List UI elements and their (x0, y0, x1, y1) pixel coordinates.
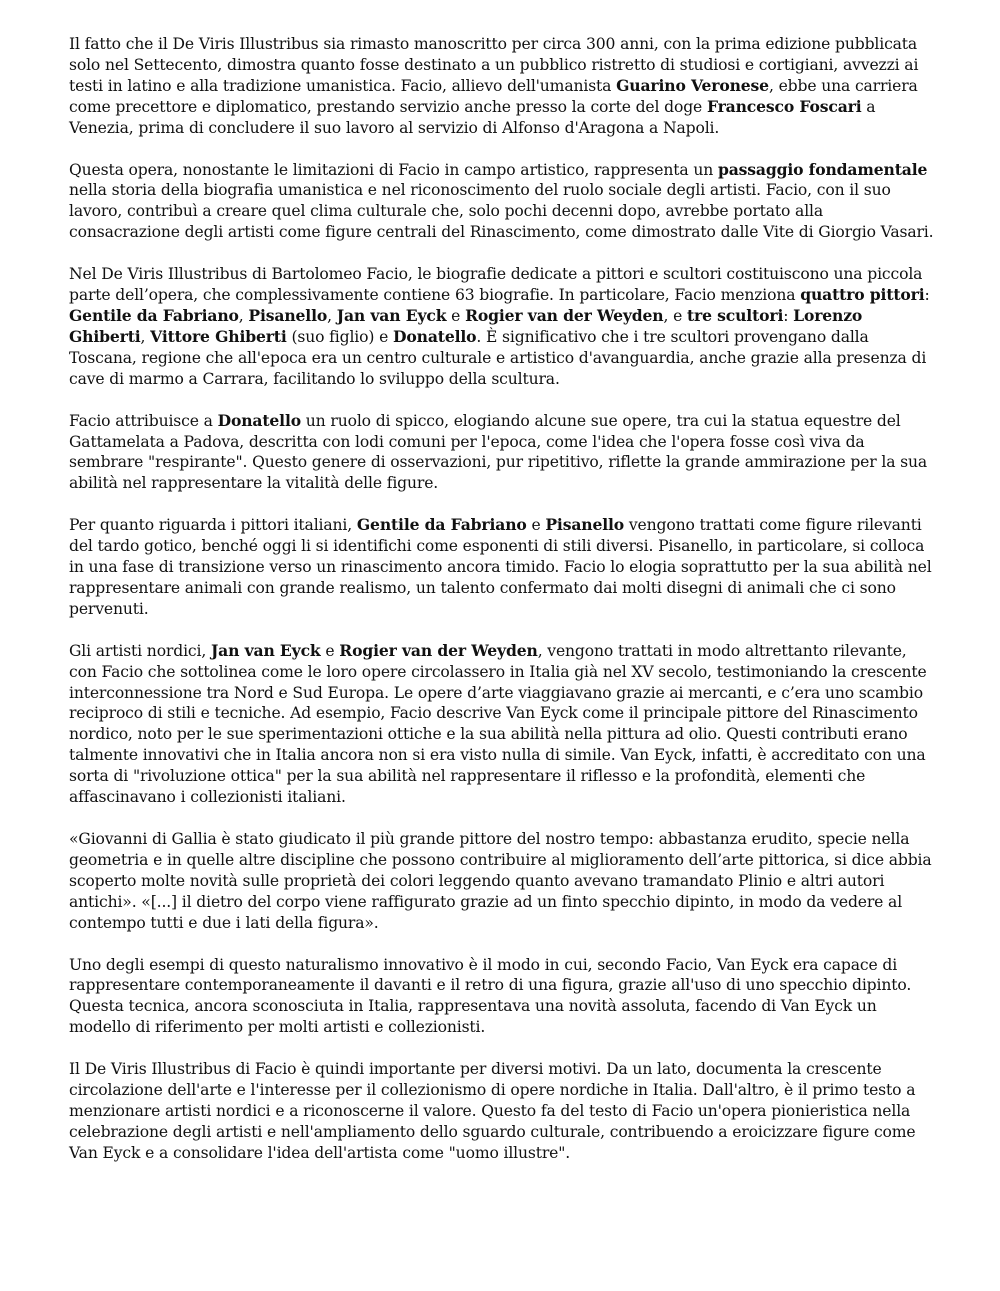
text-run: e (526, 516, 546, 535)
paragraph-5 (69, 515, 937, 620)
text-run: : (783, 306, 794, 325)
text-run: Questa opera, nonostante le limitazioni di Facio in campo artistico, rappresenta un (69, 160, 718, 179)
document-body (69, 34, 937, 1185)
text-run: «Giovanni di Gallia è stato giudicato il più grande pittore del nostro tempo: abbastanza erudito, specie nella geometria e in quelle altre discipline che possono contribuire al miglioramento dell’arte pittorica, si dice abbia scoperto molte novità sulle proprietà dei colori leggendo quanto avevano tramandato Plinio e altri autori antichi». «[...] il dietro del corpo viene raffigurato grazie ad un finto specchio dipinto, in modo da vedere al contempo tutti e due i lati della figura». (69, 830, 932, 932)
text-run: Facio attribuisce a (69, 411, 218, 430)
bold-text: Gentile da Fabriano (356, 515, 527, 535)
paragraph-1 (69, 34, 937, 139)
text-run: (suo figlio) e (286, 327, 394, 346)
text-run: Il De Viris Illustribus di Facio è quindi importante per diversi motivi. Da un lato, documenta la crescente circolazione dell'arte e l'interesse per il collezionismo di opere nordiche in Italia. Dall'altro, è il primo testo a menzionare artisti nordici e a riconoscerne il valore. Questo fa del testo di Facio un'opera pionieristica nella celebrazione degli artisti e nell'ampliamento dello sguardo culturale, contribuendo a eroicizzare figure come Van Eyck e a consolidare l'idea dell'artista come "uomo illustre". (69, 1060, 916, 1162)
bold-text: passaggio fondamentale (717, 159, 928, 179)
text-run: Uno degli esempi di questo naturalismo innovativo è il modo in cui, secondo Facio, Van Eyck era capace di rappresentare contemporaneamente il davanti e il retro di una figura, grazie all'uso di uno specchio dipinto. Questa tecnica, ancora sconosciuta in Italia, rappresentava una novità assoluta, facendo di Van Eyck un modello di riferimento per molti artisti e collezionisti. (69, 955, 912, 1037)
text-run: a Venezia, prima di concludere il suo lavoro al servizio di Alfonso d'Aragona a Napoli. (69, 97, 876, 137)
text-run: , vengono trattati in modo altrettanto rilevante, con Facio che sottolinea come le loro opere circolassero in Italia già nel XV secolo, testimoniando la crescente interconnessione tra Nord e Sud Europa. Le opere d’arte viaggiavano grazie ai mercanti, e c’era uno scambio reciproco di stili e tecniche. Ad esempio, Facio descrive Van Eyck come il principale pittore del Rinascimento nordico, noto per le sue sperimentazioni ottiche e la sua abilità nella pittura ad olio. Questi contributi erano talmente innovativi che in Italia ancora non si era visto nulla di simile. Van Eyck, infatti, è accreditato con una sorta di "rivoluzione ottica" per la sua abilità nel rappresentare il riflesso e la profondità, elementi che affascinavano i collezionisti italiani. (69, 641, 927, 807)
bold-text: Lorenzo Ghiberti (69, 305, 863, 346)
bold-text: Pisanello (545, 515, 625, 535)
text-run: Nel De Viris Illustribus di Bartolomeo Facio, le biografie dedicate a pittori e scultori costituiscono una piccola parte dell’opera, che complessivamente contiene 63 biografie. In particolare, Facio menziona (69, 265, 923, 305)
text-run: . È significativo che i tre scultori provengano dalla Toscana, regione che all'epoca era un centro culturale e artistico d'avanguardia, anche grazie alla presenza di cave di marmo a Carrara, facilitando lo sviluppo della scultura. (69, 327, 927, 388)
bold-text: Donatello (217, 410, 301, 430)
text-run: Il fatto che il De Viris Illustribus sia rimasto manoscritto per circa 300 anni, con la prima edizione pubblicata solo nel Settecento, dimostra quanto fosse destinato a un pubblico ristretto di studiosi e cortigiani, avvezzi ai testi in latino e alla tradizione umanistica. Facio, allievo dell'umanista (69, 35, 919, 95)
text-run: , (238, 306, 249, 325)
text-run: vengono trattati come figure rilevanti del tardo gotico, benché oggi li si identifichi come esponenti di stili diversi. Pisanello, in particolare, si colloca in una fase di transizione verso un rinascimento ancora timido. Facio lo elogia soprattutto per la sua abilità nel rappresentare animali con grande realismo, un talento confermato dai molti disegni di animali che ci sono pervenuti. (69, 516, 932, 618)
text-run: un ruolo di spicco, elogiando alcune sue opere, tra cui la statua equestre del Gattamelata a Padova, descritta con lodi comuni per l'epoca, come l'idea che l'opera fosse così viva da sembrare "respirante". Questo genere di osservazioni, pur ripetitivo, riflette la grande ammirazione per la sua abilità nel rappresentare la vitalità delle figure. (69, 411, 928, 493)
paragraph-2 (69, 160, 937, 244)
bold-text: Rogier van der Weyden (465, 305, 664, 325)
text-run: Gli artisti nordici, (69, 641, 211, 660)
paragraph-8 (69, 955, 937, 1039)
bold-text: Francesco Foscari (706, 96, 862, 116)
text-run: , (140, 327, 151, 346)
text-run: : (924, 286, 930, 305)
text-run: Per quanto riguarda i pittori italiani, (69, 516, 357, 535)
text-run: , e (663, 306, 687, 325)
paragraph-3 (69, 264, 937, 389)
bold-text: Jan van Eyck (336, 305, 447, 325)
text-run: , ebbe una carriera come precettore e diplomatico, prestando servizio anche presso la corte del doge (69, 76, 918, 116)
bold-text: Rogier van der Weyden (339, 640, 538, 660)
bold-text: Guarino Veronese (616, 75, 769, 95)
bold-text: Pisanello (248, 305, 328, 325)
bold-text: Jan van Eyck (210, 640, 321, 660)
text-run: , (327, 306, 337, 325)
bold-text: Gentile da Fabriano (69, 305, 239, 325)
bold-text: Vittore Ghiberti (150, 326, 287, 346)
bold-text: tre scultori (686, 305, 784, 325)
text-run: e (446, 306, 466, 325)
bold-text: Donatello (393, 326, 477, 346)
bold-text: quattro pittori (800, 285, 925, 305)
text-run: e (320, 641, 340, 660)
paragraph-7 (69, 829, 937, 934)
paragraph-9 (69, 1059, 937, 1164)
paragraph-6 (69, 641, 937, 808)
paragraph-4 (69, 411, 937, 495)
text-run: nella storia della biografia umanistica e nel riconoscimento del ruolo sociale degli artisti. Facio, con il suo lavoro, contribuì a creare quel clima culturale che, solo pochi decenni dopo, avrebbe portato alla consacrazione degli artisti come figure centrali del Rinascimento, come dimostrato dalle Vite di Giorgio Vasari. (69, 181, 934, 242)
